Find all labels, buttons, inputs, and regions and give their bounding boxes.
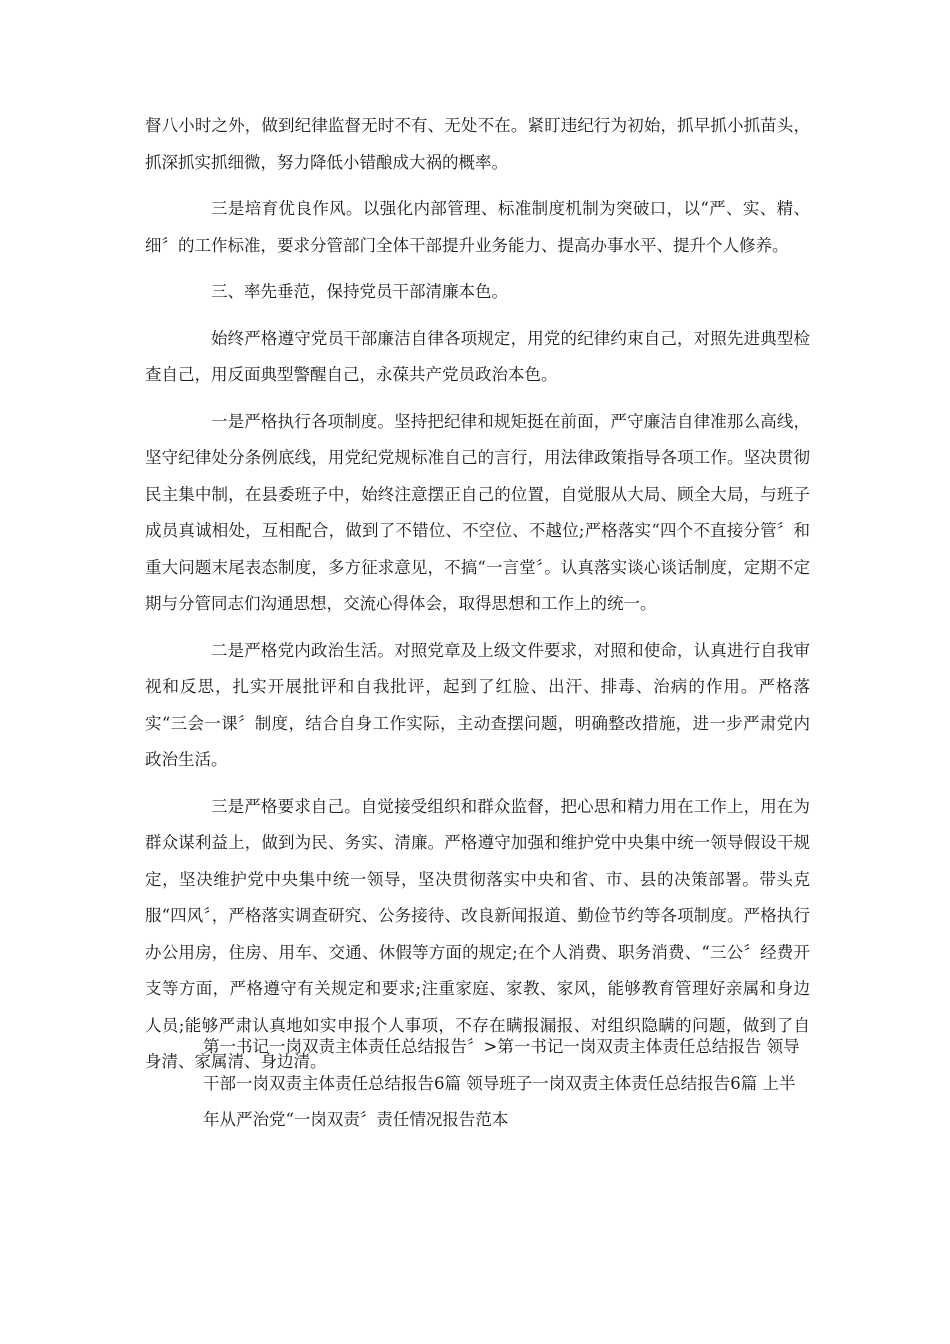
paragraph-self-discipline: 始终严格遵守党员干部廉洁自律各项规定，用党的纪律约束自己，对照先进典型检查自己，用反面典型警醒自己，永葆共产党员政治本色。: [145, 328, 810, 384]
paragraph-self-requirement: 三是严格要求自己。自觉接受组织和群众监督，把心思和精力用在工作上，用在为群众谋利益上，做到为民、务实、清廉。严格遵守加强和维护党中央集中统一领导假设干规定，坚决维护党中央集中统一领导，坚决贯彻落实中央和省、市、县的决策部署。带头克服“四风〞，严格落实调查研究、公务接待、改良新闻报道、勤俭节约等各项制度。严格执行办公用房，住房、用车、交通、休假等方面的规定;在个人消费、职务消费、“三公〞经费开支等方面，严格遵守有关规定和要求;注重家庭、家教、家风，能够教育管理好亲属和身边人员;能够严肃认真地如实申报个人事项，不存在瞒报漏报、对组织隐瞒的问题，做到了自身清、家属清、身边清。: [145, 796, 810, 1071]
paragraph-party-life: 二是严格党内政治生活。对照党章及上级文件要求，对照和使命，认真进行自我审视和反思，扎实开展批评和自我批评，起到了红脸、出汗、排毒、治病的作用。严格落实“三会一课〞制度，结合自身工作实际，主动查摆问题，明确整改措施，进一步严肃党内政治生活。: [145, 640, 810, 769]
paragraph-style-cultivation: 三是培育优良作风。以强化内部管理、标准制度机制为突破口，以“严、实、精、细〞的工作标准，要求分管部门全体干部提升业务能力、提高办事水平、提升个人修养。: [145, 199, 810, 255]
section-heading-3: 三、率先垂范，保持党员干部清廉本色。: [211, 282, 508, 301]
paragraph-continuation: 督八小时之外，做到纪律监督无时不有、无处不在。紧盯违纪行为初始，抓早抓小抓苗头，抓深抓实抓细微，努力降低小错酿成大祸的概率。: [145, 116, 810, 172]
paragraph-execute-rules: 一是严格执行各项制度。坚持把纪律和规矩挺在前面，严守廉洁自律准那么高线，坚守纪律处分条例底线，用党纪党规标准自己的言行，用法律政策指导各项工作。坚决贯彻民主集中制，在县委班子中，始终注意摆正自己的位置，自觉服从大局、顾全大局，与班子成员真诚相处，互相配合，做到了不错位、不空位、不越位;严格落实“四个不直接分管〞和重大问题末尾表态制度，多方征求意见，不搞“一言堂〞。认真落实谈心谈话制度，定期不定期与分管同志们沟通思想，交流心得体会，取得思想和工作上的统一。: [145, 411, 810, 613]
related-articles-links[interactable]: 第一书记一岗双责主体责任总结报告〞>第一书记一岗双责主体责任总结报告 领导干部一岗双责主体责任总结报告6篇 领导班子一岗双责主体责任总结报告6篇 上半年从严治党“一岗双责〞责任情况报告范本: [203, 1037, 800, 1129]
document-body: [145, 108, 810, 1081]
